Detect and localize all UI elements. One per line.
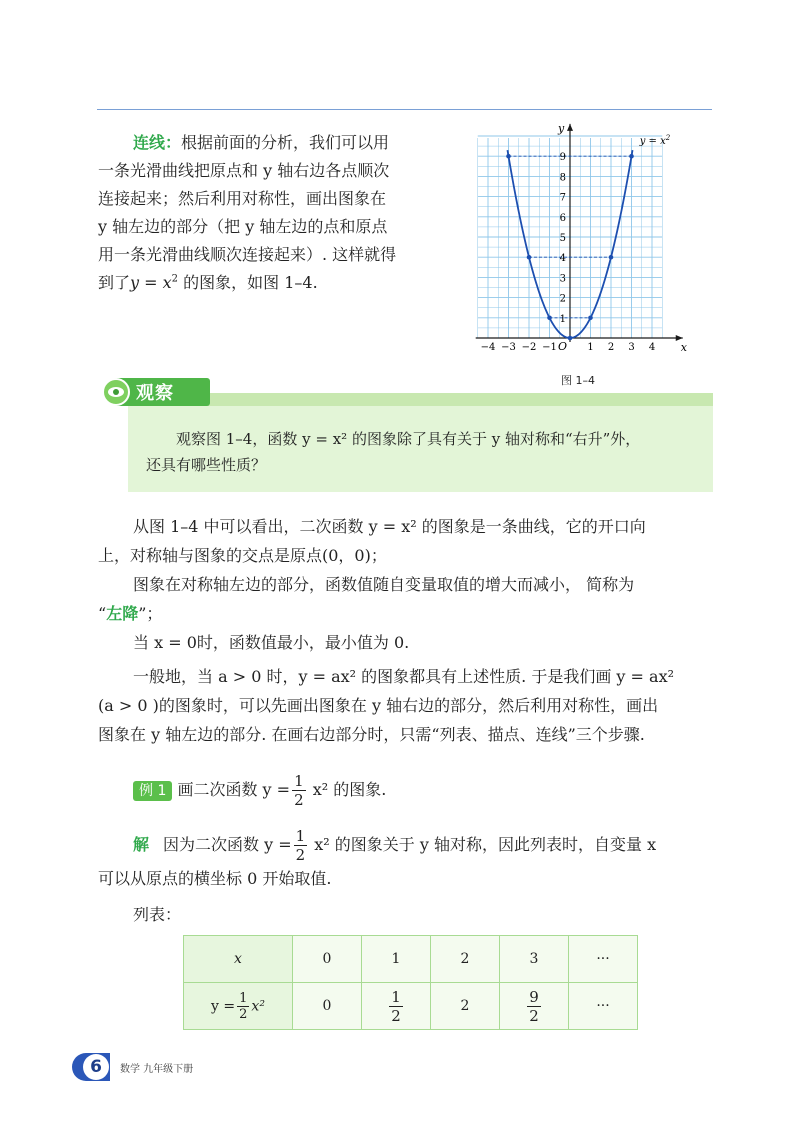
data-point	[588, 316, 593, 321]
x-tick-label: −1	[542, 342, 557, 353]
data-point	[547, 316, 552, 321]
page-number: 6	[83, 1054, 109, 1080]
body-p1-line2: 上，对称轴与图象的交点是原点(0，0)；	[98, 546, 387, 565]
body-p4-line1: 一般地，当 a > 0 时，y = ax² 的图象都具有上述性质. 于是我们画 y = ax²	[133, 667, 675, 686]
body-p4-line3: 图象在 y 轴左边的部分. 在画右边部分时，只需“列表、描点、连线”三个步骤.	[98, 725, 645, 744]
body-p2-line1: 图象在对称轴左边的部分，函数值随自变量取值的增大而减小， 简称为	[133, 575, 635, 594]
connect-line-5: 用一条光滑曲线顺次连接起来）. 这样就得	[98, 245, 397, 264]
y-axis-arrow	[567, 124, 573, 131]
body-p3: 当 x = 0时，函数值最小，最小值为 0.	[133, 633, 410, 652]
y-tick-label: 7	[559, 192, 566, 204]
y-tick-label: 3	[559, 273, 566, 285]
body-p4-line2: (a > 0 )的图象时，可以先画出图象在 y 轴右边的部分，然后利用对称性，画出	[98, 696, 659, 715]
connect-label: 连线：	[133, 133, 182, 152]
y-tick-label: 6	[559, 212, 566, 224]
solution-label: 解	[133, 835, 150, 854]
curve-label: $y = x^2$	[639, 134, 671, 148]
value-table	[183, 935, 638, 1030]
x-tick-label: −3	[501, 342, 516, 353]
y-tick-label: 5	[559, 233, 566, 244]
x-tick-label: 3	[628, 342, 635, 353]
y-tick-label: 9	[559, 152, 566, 164]
data-point	[506, 154, 511, 159]
body-p1-line1: 从图 1–4 中可以看出，二次函数 y = x² 的图象是一条曲线，它的开口向	[133, 517, 646, 536]
table-row: y = $\frac{1}{2}$ x² 0 $\frac{1}{2}$ 2 $\frac{9}{2}$ ···	[184, 983, 638, 1030]
data-point	[568, 336, 573, 341]
table-row: x 0 1 2 3 ···	[184, 936, 638, 983]
connect-line-6: 到了$y = x^2$ 的图象，如图 1–4.	[98, 273, 318, 292]
observe-label: 观察	[136, 383, 174, 404]
page-footer	[72, 1052, 193, 1082]
observe-badge	[104, 378, 210, 406]
connect-line-2: 一条光滑曲线把原点和 y 轴右边各点顺次	[98, 161, 390, 180]
connect-line-4: y 轴左边的部分（把 y 轴左边的点和原点	[98, 217, 388, 236]
body-p2-line2: “左降”；	[98, 604, 163, 623]
connect-line-3: 连接起来；然后利用对称性，画出图象在	[98, 189, 387, 208]
book-title: 数学 九年级下册	[120, 1063, 194, 1075]
example-badge: 例 1	[133, 781, 172, 801]
parabola-graph	[455, 118, 705, 358]
data-point	[629, 154, 634, 159]
data-point	[527, 255, 532, 260]
solution-line-1: 解 因为二次函数 y = $\frac{1}{2}$ x² 的图象关于 y 轴对称，因此列表时，自变量 x	[133, 827, 657, 864]
solution-line-2: 可以从原点的横坐标 0 开始取值.	[98, 869, 332, 888]
y-tick-label: 1	[559, 313, 566, 325]
x-tick-label: −2	[521, 342, 537, 353]
y-tick-label: 8	[559, 172, 566, 184]
header-rule	[97, 109, 712, 110]
x-tick-label: 1	[587, 342, 594, 353]
left-descend-term: 左降	[106, 604, 139, 623]
figure-caption: 图 1–4	[561, 374, 595, 387]
y-tick-label: 2	[559, 293, 566, 305]
list-label: 列表：	[133, 905, 182, 924]
observe-header-bar	[128, 393, 713, 406]
data-point	[609, 255, 614, 260]
x-tick-label: 2	[607, 342, 615, 353]
observe-text: 观察图 1–4，函数 y = x² 的图象除了具有关于 y 轴对称和“右升”外， 还具有哪些性质？	[146, 430, 641, 474]
connect-line-1: 连线：根据前面的分析，我们可以用	[133, 133, 390, 152]
x-tick-label: −4	[480, 342, 496, 353]
y-axis-label: y	[558, 121, 565, 135]
example-1: 例 1 画二次函数 y = $\frac{1}{2}$ x² 的图象.	[133, 770, 386, 810]
eye-icon	[102, 378, 130, 406]
x-tick-label: 4	[648, 342, 656, 353]
page-number-badge	[72, 1053, 110, 1081]
origin-label: O	[557, 340, 567, 353]
x-axis-label: x	[680, 341, 687, 354]
y-tick-label: 4	[559, 253, 566, 265]
